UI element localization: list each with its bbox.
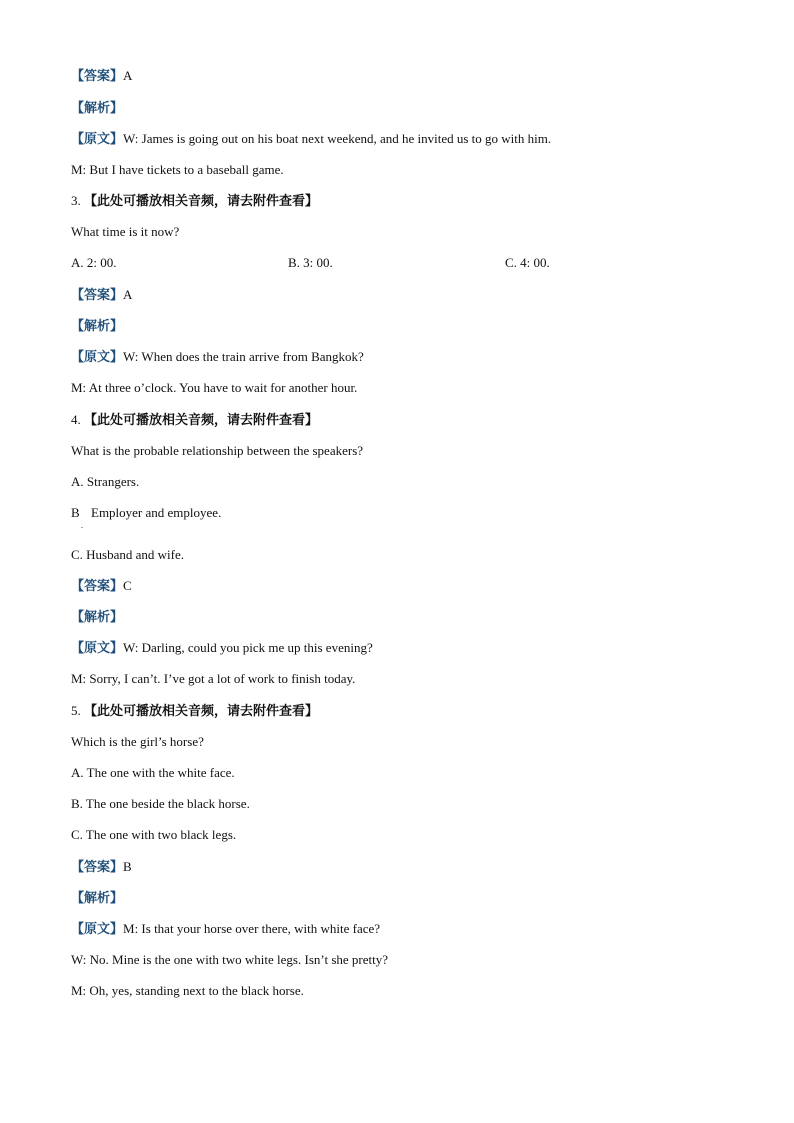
- transcript-tag: 【原文】: [71, 132, 124, 147]
- dialogue-line: M: At three o’clock. You have to wait for another hour.: [71, 380, 358, 395]
- option-a: A. 2: 00.: [71, 255, 117, 270]
- audio-note: 【此处可播放相关音频，请去附件查看】: [84, 413, 319, 428]
- analysis-tag: 【解析】: [71, 319, 124, 334]
- transcript-line: [71, 921, 380, 938]
- question-5-text: Which is the girl’s horse?: [71, 734, 204, 749]
- transcript-line: [71, 131, 551, 148]
- question-4-text: What is the probable relationship between the speakers?: [71, 443, 364, 458]
- transcript-text: W: James is going out on his boat next weekend, and he invited us to go with him.: [123, 131, 552, 146]
- analysis-line: [71, 609, 123, 626]
- transcript-text: W: When does the train arrive from Bangkok?: [123, 349, 364, 364]
- answer-value: B: [123, 859, 132, 874]
- question-number: 3.: [71, 193, 81, 208]
- option-c: C. Husband and wife.: [71, 547, 185, 562]
- transcript-tag: 【原文】: [71, 641, 124, 656]
- answer-tag: 【答案】: [71, 860, 124, 875]
- analysis-line: [71, 890, 123, 907]
- option-b-letter: B: [71, 505, 80, 520]
- answer-tag: 【答案】: [71, 288, 124, 303]
- option-b-dot: .: [81, 521, 83, 530]
- analysis-tag: 【解析】: [71, 610, 124, 625]
- analysis-line: [71, 318, 123, 335]
- question-4-header: [71, 412, 318, 429]
- option-a: A. Strangers.: [71, 474, 140, 489]
- answer-line: [71, 859, 132, 876]
- answer-value: A: [123, 68, 133, 83]
- answer-value: C: [123, 578, 132, 593]
- option-b: B. The one beside the black horse.: [71, 796, 250, 811]
- analysis-tag: 【解析】: [71, 891, 124, 906]
- dialogue-line: M: Sorry, I can’t. I’ve got a lot of work to finish today.: [71, 671, 356, 686]
- question-number: 5.: [71, 703, 81, 718]
- transcript-text: W: Darling, could you pick me up this evening?: [123, 640, 373, 655]
- transcript-line: [71, 640, 373, 657]
- answer-line: [71, 287, 132, 304]
- transcript-tag: 【原文】: [71, 350, 124, 365]
- option-c: C. 4: 00.: [505, 255, 550, 270]
- transcript-text: M: Is that your horse over there, with white face?: [123, 921, 381, 936]
- question-5-header: [71, 703, 318, 720]
- answer-tag: 【答案】: [71, 579, 124, 594]
- question-number: 4.: [71, 412, 81, 427]
- audio-note: 【此处可播放相关音频，请去附件查看】: [84, 194, 319, 209]
- option-b-text: Employer and employee.: [91, 505, 222, 520]
- question-3-text: What time is it now?: [71, 224, 180, 239]
- dialogue-line: M: Oh, yes, standing next to the black horse.: [71, 983, 304, 998]
- answer-tag: 【答案】: [71, 69, 124, 84]
- dialogue-line: W: No. Mine is the one with two white legs. Isn’t she pretty?: [71, 952, 389, 967]
- transcript-tag: 【原文】: [71, 922, 124, 937]
- answer-line: [71, 68, 132, 85]
- option-b: B. 3: 00.: [288, 255, 333, 270]
- dialogue-line: M: But I have tickets to a baseball game.: [71, 162, 284, 177]
- option-a: A. The one with the white face.: [71, 765, 235, 780]
- transcript-line: [71, 349, 364, 366]
- analysis-tag: 【解析】: [71, 101, 124, 116]
- analysis-line: [71, 100, 123, 117]
- answer-line: [71, 578, 132, 595]
- question-3-header: [71, 193, 318, 210]
- answer-value: A: [123, 287, 133, 302]
- option-c: C. The one with two black legs.: [71, 827, 237, 842]
- audio-note: 【此处可播放相关音频，请去附件查看】: [84, 704, 319, 719]
